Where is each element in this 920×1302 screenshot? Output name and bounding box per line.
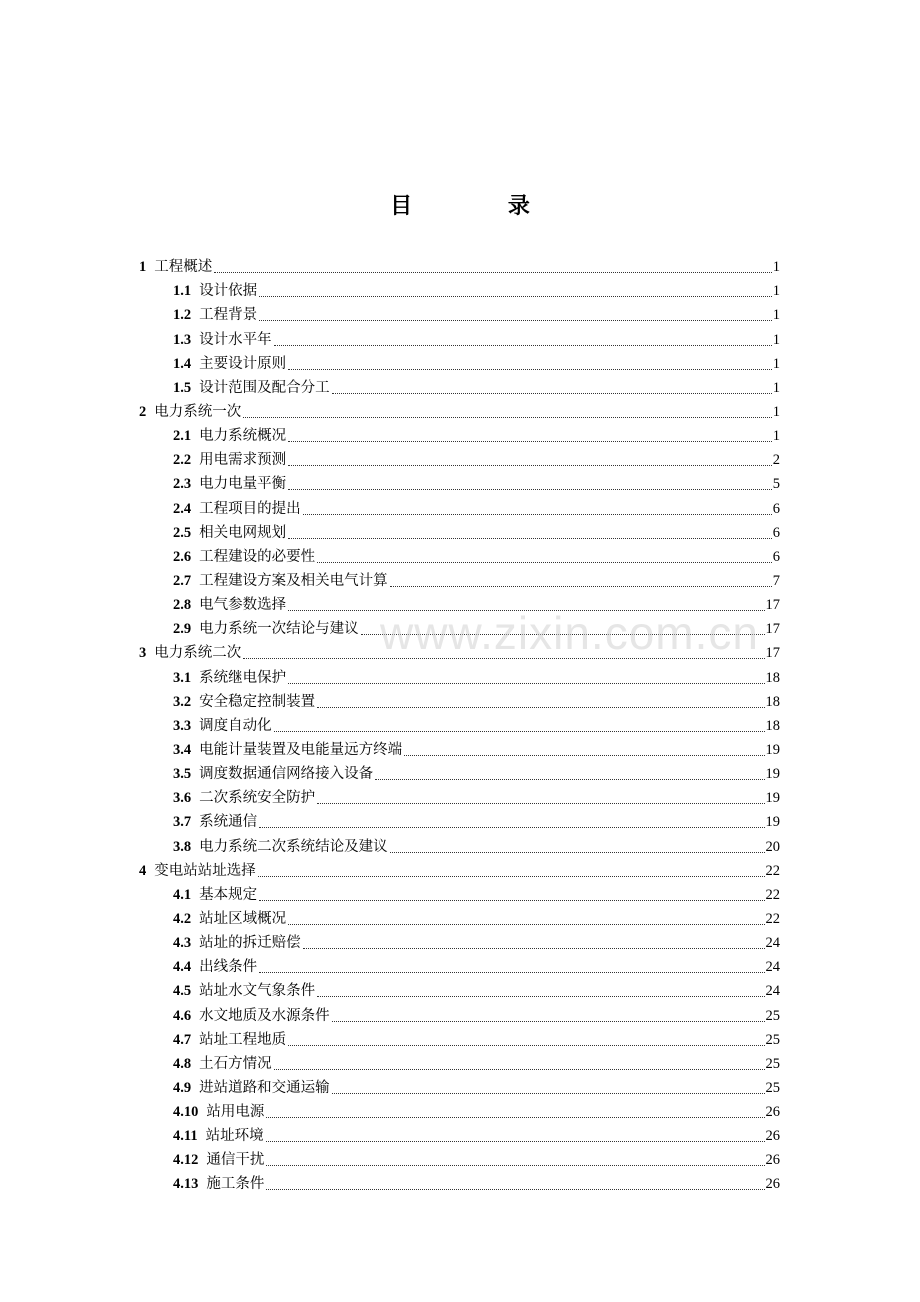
toc-section-row[interactable] xyxy=(139,1025,780,1049)
toc-page-number: 18 xyxy=(765,717,780,734)
toc-section-row[interactable] xyxy=(139,759,780,783)
toc-section-row[interactable] xyxy=(139,324,780,348)
toc-page-number: 7 xyxy=(772,572,780,589)
toc-page-number: 17 xyxy=(765,597,780,614)
toc-entry-label: 土石方情况 xyxy=(199,1055,272,1072)
toc-entry-number: 1.2 xyxy=(173,307,192,324)
toc-page-number: 26 xyxy=(765,1176,780,1193)
watermark: www.zixin.com.cn xyxy=(380,607,759,659)
toc-dot-leader xyxy=(288,488,772,490)
toc-page-number: 26 xyxy=(765,1104,780,1121)
toc-dot-leader xyxy=(288,440,772,442)
toc-entry-label: 调度自动化 xyxy=(199,717,272,734)
toc-entry-number: 4.2 xyxy=(173,910,192,927)
toc-entry-label: 电力系统二次 xyxy=(154,645,242,662)
toc-entry-label: 工程背景 xyxy=(199,307,258,324)
toc-page-number: 1 xyxy=(772,379,780,396)
table-of-contents xyxy=(139,252,780,1193)
toc-section-row[interactable] xyxy=(139,421,780,445)
toc-page-number: 1 xyxy=(772,307,780,324)
toc-entry-number: 4.1 xyxy=(173,886,192,903)
toc-section-row[interactable] xyxy=(139,493,780,517)
toc-entry-number: 4.12 xyxy=(173,1152,199,1169)
toc-entry-label: 相关电网规划 xyxy=(199,524,287,541)
toc-page-number: 1 xyxy=(772,355,780,372)
toc-section-row[interactable] xyxy=(139,1049,780,1073)
toc-dot-leader xyxy=(259,826,764,828)
toc-page-number: 1 xyxy=(772,428,780,445)
toc-dot-leader xyxy=(303,513,772,515)
toc-section-row[interactable] xyxy=(139,976,780,1000)
toc-chapter-row[interactable] xyxy=(139,638,780,662)
toc-page-number: 2 xyxy=(772,452,780,469)
toc-section-row[interactable] xyxy=(139,300,780,324)
toc-section-row[interactable] xyxy=(139,928,780,952)
toc-dot-leader xyxy=(390,585,772,587)
toc-section-row[interactable] xyxy=(139,349,780,373)
toc-page-number: 25 xyxy=(765,1007,780,1024)
toc-entry-number: 4.5 xyxy=(173,983,192,1000)
toc-entry-number: 4.13 xyxy=(173,1176,199,1193)
toc-page-number: 26 xyxy=(765,1152,780,1169)
toc-entry-label: 站址的拆迁赔偿 xyxy=(199,935,301,952)
toc-entry-number: 3.3 xyxy=(173,717,192,734)
toc-section-row[interactable] xyxy=(139,831,780,855)
toc-page-number: 22 xyxy=(765,886,780,903)
toc-entry-number: 1.4 xyxy=(173,355,192,372)
toc-section-row[interactable] xyxy=(139,542,780,566)
toc-entry-number: 2.4 xyxy=(173,500,192,517)
toc-page-number: 24 xyxy=(765,959,780,976)
toc-page-number: 24 xyxy=(765,935,780,952)
toc-page-number: 19 xyxy=(765,741,780,758)
toc-page-number: 19 xyxy=(765,766,780,783)
toc-section-row[interactable] xyxy=(139,518,780,542)
toc-entry-number: 4.3 xyxy=(173,935,192,952)
toc-section-row[interactable] xyxy=(139,952,780,976)
toc-section-row[interactable] xyxy=(139,735,780,759)
toc-page-number: 17 xyxy=(765,621,780,638)
toc-entry-label: 设计范围及配合分工 xyxy=(199,379,330,396)
toc-page-number: 18 xyxy=(765,669,780,686)
toc-page-number: 24 xyxy=(765,983,780,1000)
toc-entry-label: 站址区域概况 xyxy=(199,910,287,927)
toc-entry-number: 1.3 xyxy=(173,331,192,348)
toc-section-row[interactable] xyxy=(139,662,780,686)
toc-page-number: 20 xyxy=(765,838,780,855)
toc-dot-leader xyxy=(317,802,764,804)
toc-page-number: 26 xyxy=(765,1128,780,1145)
toc-entry-number: 4 xyxy=(139,862,147,879)
toc-title: 目 录 xyxy=(390,193,574,219)
toc-dot-leader xyxy=(259,899,764,901)
toc-entry-number: 1.1 xyxy=(173,283,192,300)
toc-entry-label: 变电站站址选择 xyxy=(154,862,256,879)
toc-entry-label: 水文地质及水源条件 xyxy=(199,1007,330,1024)
toc-section-row[interactable] xyxy=(139,807,780,831)
toc-dot-leader xyxy=(259,971,764,973)
toc-entry-number: 2.8 xyxy=(173,597,192,614)
toc-entry-label: 电力电量平衡 xyxy=(199,476,287,493)
toc-entry-label: 安全稳定控制装置 xyxy=(199,693,316,710)
toc-chapter-row[interactable] xyxy=(139,856,780,880)
toc-entry-number: 2.1 xyxy=(173,428,192,445)
toc-chapter-row[interactable] xyxy=(139,252,780,276)
toc-dot-leader xyxy=(266,1164,764,1166)
toc-dot-leader xyxy=(288,368,772,370)
toc-dot-leader xyxy=(317,561,772,563)
toc-entry-number: 4.10 xyxy=(173,1104,199,1121)
toc-page-number: 17 xyxy=(765,645,780,662)
toc-entry-number: 4.4 xyxy=(173,959,192,976)
toc-section-row[interactable] xyxy=(139,880,780,904)
toc-entry-label: 站址水文气象条件 xyxy=(199,983,316,1000)
toc-entry-label: 工程概述 xyxy=(154,259,213,276)
toc-entry-label: 电气参数选择 xyxy=(199,597,287,614)
toc-dot-leader xyxy=(332,392,772,394)
toc-entry-label: 电力系统一次 xyxy=(154,403,242,420)
toc-section-row[interactable] xyxy=(139,1145,780,1169)
toc-section-row[interactable] xyxy=(139,614,780,638)
toc-entry-label: 站址工程地质 xyxy=(199,1031,287,1048)
toc-entry-label: 系统继电保护 xyxy=(199,669,287,686)
toc-entry-label: 站址环境 xyxy=(205,1128,264,1145)
toc-entry-label: 电力系统一次结论与建议 xyxy=(199,621,359,638)
toc-entry-number: 2 xyxy=(139,403,147,420)
toc-entry-number: 4.6 xyxy=(173,1007,192,1024)
toc-entry-number: 3.1 xyxy=(173,669,192,686)
toc-dot-leader xyxy=(404,754,764,756)
toc-dot-leader xyxy=(303,947,765,949)
toc-entry-number: 1.5 xyxy=(173,379,192,396)
toc-section-row[interactable] xyxy=(139,904,780,928)
toc-entry-label: 基本规定 xyxy=(199,886,258,903)
toc-entry-number: 2.9 xyxy=(173,621,192,638)
toc-dot-leader xyxy=(288,682,764,684)
toc-chapter-row[interactable] xyxy=(139,397,780,421)
toc-dot-leader xyxy=(266,1188,764,1190)
toc-entry-label: 工程项目的提出 xyxy=(199,500,301,517)
toc-entry-label: 施工条件 xyxy=(206,1176,265,1193)
toc-page-number: 6 xyxy=(772,524,780,541)
toc-dot-leader xyxy=(390,851,765,853)
toc-section-row[interactable] xyxy=(139,687,780,711)
toc-entry-number: 4.11 xyxy=(173,1128,198,1145)
toc-page-number: 18 xyxy=(765,693,780,710)
toc-page-number: 25 xyxy=(765,1079,780,1096)
toc-entry-number: 2.5 xyxy=(173,524,192,541)
toc-section-row[interactable] xyxy=(139,1097,780,1121)
toc-entry-label: 系统通信 xyxy=(199,814,258,831)
toc-dot-leader xyxy=(288,464,772,466)
toc-dot-leader xyxy=(274,1068,765,1070)
toc-entry-label: 进站道路和交通运输 xyxy=(199,1079,330,1096)
toc-section-row[interactable] xyxy=(139,276,780,300)
toc-dot-leader xyxy=(317,706,764,708)
toc-entry-label: 调度数据通信网络接入设备 xyxy=(199,766,374,783)
toc-dot-leader xyxy=(288,609,764,611)
toc-entry-number: 3.6 xyxy=(173,790,192,807)
toc-entry-label: 通信干扰 xyxy=(206,1152,265,1169)
toc-page-number: 22 xyxy=(765,862,780,879)
toc-entry-label: 设计依据 xyxy=(199,283,258,300)
toc-page-number: 1 xyxy=(772,403,780,420)
toc-dot-leader xyxy=(274,344,772,346)
toc-page-number: 19 xyxy=(765,814,780,831)
toc-dot-leader xyxy=(258,875,765,877)
toc-section-row[interactable] xyxy=(139,1121,780,1145)
toc-dot-leader xyxy=(332,1092,765,1094)
toc-section-row[interactable] xyxy=(139,590,780,614)
toc-dot-leader xyxy=(259,295,772,297)
toc-entry-label: 电力系统概况 xyxy=(199,428,287,445)
toc-entry-number: 4.8 xyxy=(173,1055,192,1072)
toc-dot-leader xyxy=(214,271,772,273)
toc-section-row[interactable] xyxy=(139,1073,780,1097)
toc-entry-label: 电力系统二次系统结论及建议 xyxy=(199,838,388,855)
toc-entry-label: 用电需求预测 xyxy=(199,452,287,469)
toc-section-row[interactable] xyxy=(139,783,780,807)
toc-entry-label: 设计水平年 xyxy=(199,331,272,348)
toc-dot-leader xyxy=(274,730,765,732)
toc-entry-number: 4.9 xyxy=(173,1079,192,1096)
toc-page-number: 19 xyxy=(765,790,780,807)
toc-entry-label: 二次系统安全防护 xyxy=(199,790,316,807)
toc-dot-leader xyxy=(243,416,772,418)
toc-dot-leader xyxy=(317,995,764,997)
toc-entry-number: 2.6 xyxy=(173,548,192,565)
toc-section-row[interactable] xyxy=(139,1169,780,1193)
toc-section-row[interactable] xyxy=(139,445,780,469)
toc-section-row[interactable] xyxy=(139,1000,780,1024)
toc-section-row[interactable] xyxy=(139,566,780,590)
toc-entry-number: 1 xyxy=(139,259,147,276)
toc-dot-leader xyxy=(375,778,764,780)
toc-page-number: 25 xyxy=(765,1055,780,1072)
toc-dot-leader xyxy=(288,1044,764,1046)
toc-dot-leader xyxy=(288,537,772,539)
toc-entry-label: 电能计量装置及电能量远方终端 xyxy=(199,741,403,758)
toc-section-row[interactable] xyxy=(139,711,780,735)
toc-entry-number: 2.7 xyxy=(173,572,192,589)
toc-entry-label: 工程建设的必要性 xyxy=(199,548,316,565)
toc-page-number: 1 xyxy=(772,331,780,348)
toc-page-number: 5 xyxy=(772,476,780,493)
toc-dot-leader xyxy=(266,1140,765,1142)
toc-entry-label: 主要设计原则 xyxy=(199,355,287,372)
toc-section-row[interactable] xyxy=(139,373,780,397)
toc-page-number: 6 xyxy=(772,548,780,565)
toc-entry-label: 工程建设方案及相关电气计算 xyxy=(199,572,388,589)
toc-entry-label: 出线条件 xyxy=(199,959,258,976)
toc-entry-number: 3.7 xyxy=(173,814,192,831)
toc-page-number: 1 xyxy=(772,259,780,276)
toc-entry-number: 3.5 xyxy=(173,766,192,783)
toc-page-number: 1 xyxy=(772,283,780,300)
toc-entry-label: 站用电源 xyxy=(206,1104,265,1121)
toc-entry-number: 4.7 xyxy=(173,1031,192,1048)
toc-entry-number: 3.8 xyxy=(173,838,192,855)
toc-page-number: 22 xyxy=(765,910,780,927)
toc-entry-number: 3 xyxy=(139,645,147,662)
toc-page-number: 6 xyxy=(772,500,780,517)
toc-entry-number: 3.4 xyxy=(173,741,192,758)
toc-dot-leader xyxy=(243,657,764,659)
toc-dot-leader xyxy=(266,1116,764,1118)
toc-entry-number: 3.2 xyxy=(173,693,192,710)
toc-page-number: 25 xyxy=(765,1031,780,1048)
toc-dot-leader xyxy=(288,923,764,925)
toc-entry-number: 2.2 xyxy=(173,452,192,469)
toc-section-row[interactable] xyxy=(139,469,780,493)
toc-dot-leader xyxy=(361,633,765,635)
toc-dot-leader xyxy=(332,1020,765,1022)
toc-entry-number: 2.3 xyxy=(173,476,192,493)
toc-dot-leader xyxy=(259,319,772,321)
